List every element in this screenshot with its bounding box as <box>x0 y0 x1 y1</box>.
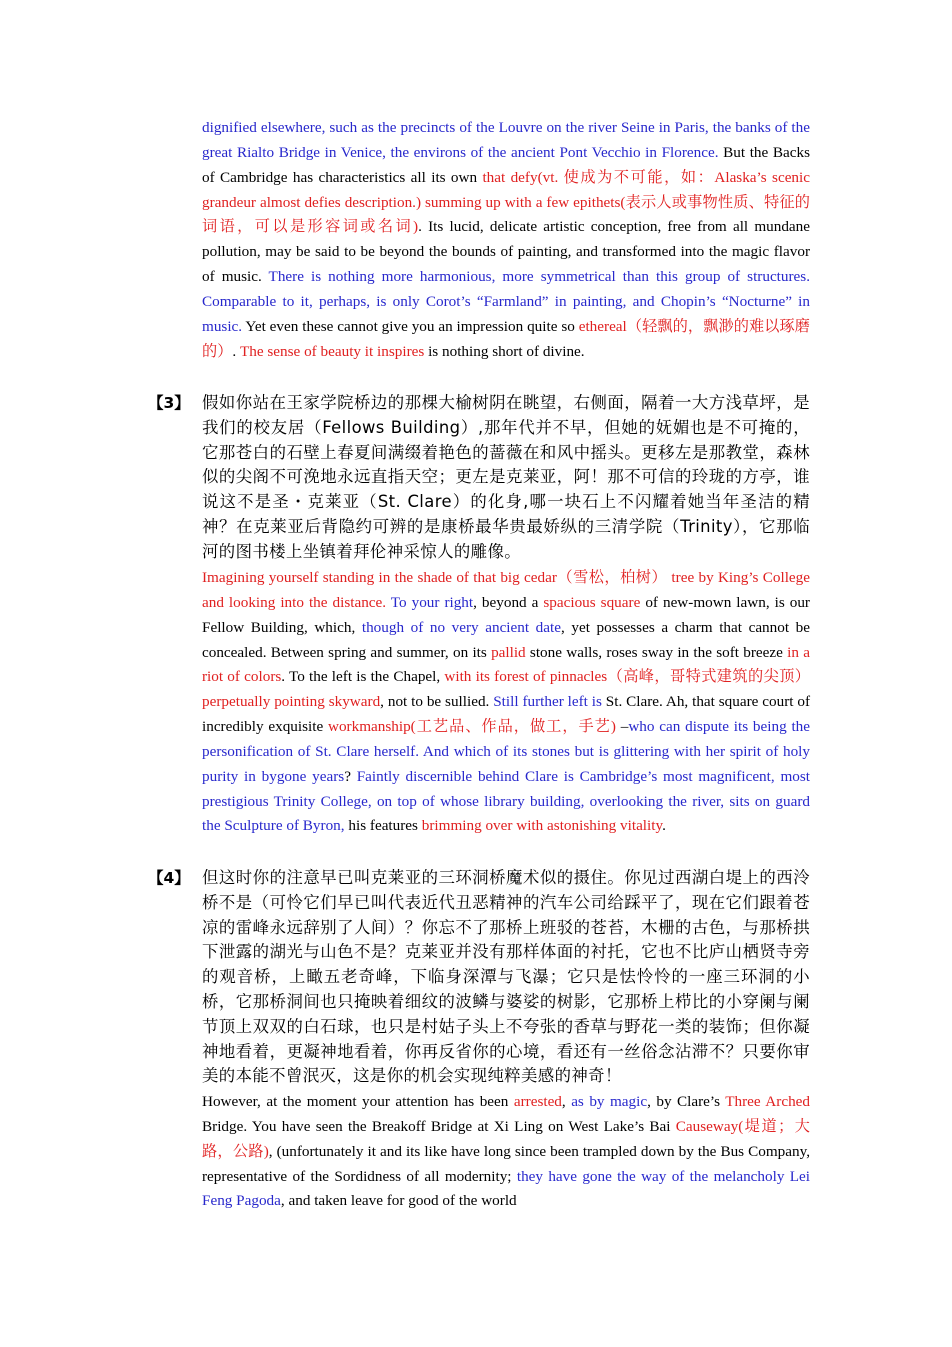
text-run: But the Backs of Cambridge has characteristics all its own <box>202 143 810 186</box>
text-run: There is nothing more harmonious, more symmetrical than this group of structures. Comparable to it, perhaps, is only Corot’s “Farmland” in painting, and Chopin’s “Nocturne” in music. <box>202 268 811 335</box>
text-run: Three Arched <box>725 1093 810 1110</box>
text-run: his features <box>344 817 422 835</box>
paragraph-2-english <box>202 116 810 364</box>
paragraph-4-number: 【4】 <box>148 869 190 887</box>
text-run: Faintly discernible behind Clare is Cambridge’s most magnificent, most prestigious Trinity College, on top of whose library building, overlooking the river, sits on guard the Sculpture of Byron, <box>202 767 810 835</box>
text-run: , and taken leave for good of the world <box>280 1192 517 1210</box>
paragraph-3-english <box>202 566 810 839</box>
paragraph-4-english <box>202 1090 810 1214</box>
text-run: pallid <box>491 643 526 661</box>
text-run: in a riot of colors <box>202 643 810 686</box>
text-run: . To the left is the Chapel, <box>281 668 445 686</box>
text-run: workmanship(工艺品、作品，做工，手艺) <box>327 718 616 736</box>
text-run: Bridge. You have seen the Breakoff Bridge at Xi Ling on West Lake’s Bai <box>202 1117 676 1135</box>
text-run: St. Clare. Ah, that square court of incredibly exquisite <box>202 693 811 736</box>
paragraph-4-chinese: 但这时你的注意早已叫克莱亚的三环洞桥魔术似的摄住。你见过西湖白堤上的西泠桥不是（可怜它们早已叫代表近代丑恶精神的汽车公司给踩平了，现在它们跟着苍凉的雷峰永远辞别了人间）？你忘不了那桥上班驳的苍苔，木栅的古色，与那桥拱下泄露的湖光与山色不是？克莱亚并没有那样体面的衬托，它也不比庐山栖贤寺旁的观音桥，上瞰五老奇峰，下临身深潭与飞瀑；它只是怯怜怜的一座三环洞的小桥，它那桥洞间也只掩映着细纹的波鳞与婆娑的树影，它那桥上栉比的小穿阑与阑节顶上双双的白石球，也只是村姑子头上不夸张的香草与野花一类的装饰；但你凝神地看着，更凝神地看着，你再反省你的心境，看还有一丝俗念沾滞不？只要你审美的本能不曾泯灭，这是你的机会实现纯粹美感的神奇！ <box>202 868 810 1086</box>
text-run: who can dispute its being the personification of St. Clare herself. And which of its stones but is glittering with her spirit of holy purity in bygone years <box>202 718 811 785</box>
text-run: they have gone the way of the melancholy Lei Feng Pagoda <box>202 1167 810 1210</box>
text-run: that defy(vt. 使成为不可能，如：Alaska’s scenic grandeur almost defies description.) summing up with a few epithets(表示人或事物性质、特征的词语，可以是形容词或名词) <box>202 168 810 236</box>
text-run: Still further left is <box>493 693 602 711</box>
text-run: , beyond a <box>473 593 544 611</box>
text-run: . <box>662 817 666 835</box>
text-run: stone walls, roses sway in the soft breeze <box>525 643 788 661</box>
text-run: Yet even these cannot give you an impression quite so <box>242 317 579 335</box>
text-run: brimming over with astonishing vitality <box>421 817 663 835</box>
text-run: . <box>232 342 240 360</box>
text-run: arrested <box>513 1093 562 1110</box>
text-run: is nothing short of divine. <box>424 342 585 360</box>
text-run: Imagining yourself standing in the shade of that big cedar（雪松，柏树） tree by King’s College and looking into the distance. <box>202 569 810 611</box>
text-run: Causeway(堤道；大路，公路) <box>202 1117 810 1160</box>
text-run: , (unfortunately it and its like have long since been trampled down by the Bus Company, representative of the Sordidness of all modernity; <box>202 1142 810 1185</box>
text-run: , yet possesses a charm that cannot be concealed. Between spring and summer, on its <box>202 618 810 661</box>
paragraph-3-number: 【3】 <box>148 394 190 412</box>
text-run: , <box>561 1093 572 1110</box>
text-run: , by Clare’s <box>647 1093 726 1110</box>
text-run: as by magic <box>571 1093 648 1110</box>
text-run: with its forest of pinnacles（高峰，哥特式建筑的尖顶） perpetually pointing skyward <box>202 668 810 711</box>
text-run: dignified elsewhere, such as the precincts of the Louvre on the river Seine in Paris, the banks of the great Rialto Bridge in Venice, the environs of the ancient Pont Vecchio in Florence. <box>202 119 810 161</box>
text-run: of new-mown lawn, is our Fellow Building, which, <box>202 593 810 636</box>
text-run: The sense of beauty it inspires <box>239 342 425 360</box>
text-run: ethereal（轻飘的，飘渺的难以琢磨的） <box>202 317 810 360</box>
text-run: – <box>615 718 629 736</box>
paragraph-3-chinese: 假如你站在王家学院桥边的那棵大榆树阴在眺望，右侧面，隔着一大方浅草坪，是我们的校友居（Fellows Building）,那年代并不早，但她的妩媚也是不可掩的，它那苍白的石壁上春夏间满缀着艳色的蔷薇在和风中摇头。更移左是那教堂，森林似的尖阁不可浼地永远直指天空；更左是克莱亚，阿！那不可信的玲珑的方亭，谁说这不是圣・克莱亚（St. Clare）的化身,哪一块石上不闪耀着她当年圣洁的精神？在克莱亚后背隐约可辨的是康桥最华贵最娇纵的三清学院（Trinity），它那临河的图书楼上坐镇着拜伦神采惊人的雕像。 <box>202 393 810 561</box>
text-run: though of no very ancient date <box>361 618 561 636</box>
text-run: ? <box>344 767 357 785</box>
text-run: , not to be sullied. <box>380 693 494 711</box>
text-run: To your right <box>390 593 474 611</box>
text-run: spacious square <box>543 593 641 611</box>
text-run: . Its lucid, delicate artistic conception, free from all mundane pollution, may be said to be beyond the bounds of painting, and transformed into the magic flavor of music. <box>202 218 810 286</box>
text-run: However, at the moment your attention has been <box>202 1093 514 1110</box>
